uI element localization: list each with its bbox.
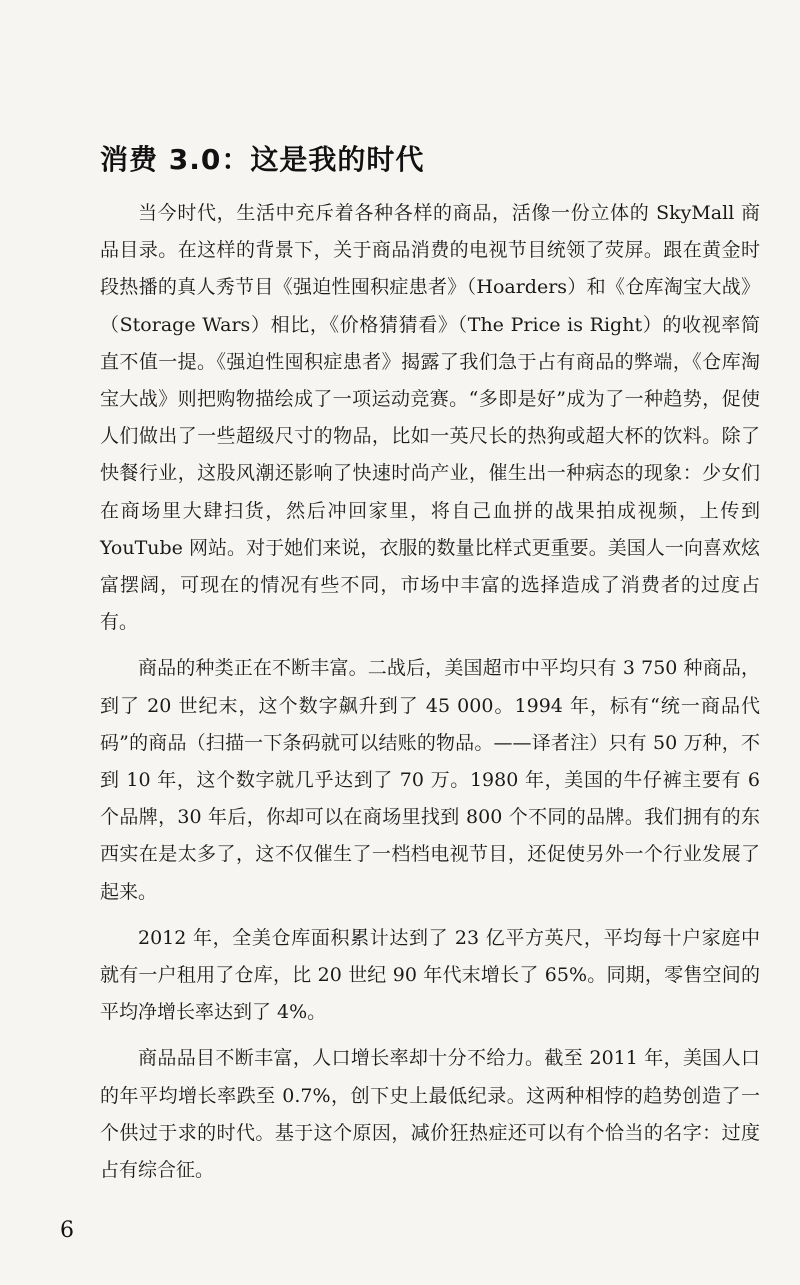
paragraph-3: 2012 年，全美仓库面积累计达到了 23 亿平方英尺，平均每十户家庭中就有一户租用了仓库，比 20 世纪 90 年代末增长了 65%。同期，零售空间的平均净增长率达到了 4%。 — [100, 926, 760, 1024]
section-heading: 消费 3.0：这是我的时代 — [100, 143, 425, 176]
paragraph-1: 当今时代，生活中充斥着各种各样的商品，活像一份立体的 SkyMall 商品目录。在这样的背景下，关于商品消费的电视节目统领了荧屏。跟在黄金时段热播的真人秀节目《强迫性囤积症患者》（Hoarders）和《仓库淘宝大战》（Storage Wars）相比，《价格猜猜看》（The Price is Right）的收视率简直不值一提。《强迫性囤积症患者》揭露了我们急于占有商品的弊端，《仓库淘宝大战》则把购物描绘成了一项运动竞赛。“多即是好”成为了一种趋势，促使人们做出了一些超级尺寸的物品，比如一英尺长的热狗或超大杯的饮料。除了快餐行业，这股风潮还影响了快速时尚产业，催生出一种病态的现象：少女们在商场里大肆扫货，然后冲回家里，将自己血拼的战果拍成视频，上传到 YouTube 网站。对于她们来说，衣服的数量比样式更重要。美国人一向喜欢炫富摆阔，可现在的情况有些不同，市场中丰富的选择造成了消费者的过度占有。 — [100, 202, 760, 634]
page-number: 6 — [60, 1218, 74, 1243]
paragraph-2: 商品的种类正在不断丰富。二战后，美国超市中平均只有 3 750 种商品，到了 20 世纪末，这个数字飙升到了 45 000。1994 年，标有“统一商品代码”的商品（扫描一下条码就可以结账的物品。——译者注）只有 50 万种，不到 10 年，这个数字就几乎达到了 70 万。1980 年，美国的牛仔裤主要有 6 个品牌，30 年后，你却可以在商场里找到 800 个不同的品牌。我们拥有的东西实在是太多了，这不仅催生了一档档电视节目，还促使另外一个行业发展了起来。 — [100, 657, 760, 903]
paragraph-4: 商品品目不断丰富，人口增长率却十分不给力。截至 2011 年，美国人口的年平均增长率跌至 0.7%，创下史上最低纪录。这两种相悖的趋势创造了一个供过于求的时代。基于这个原因，减价狂热症还可以有个恰当的名字：过度占有综合征。 — [100, 1047, 760, 1182]
body-text — [100, 195, 760, 1198]
